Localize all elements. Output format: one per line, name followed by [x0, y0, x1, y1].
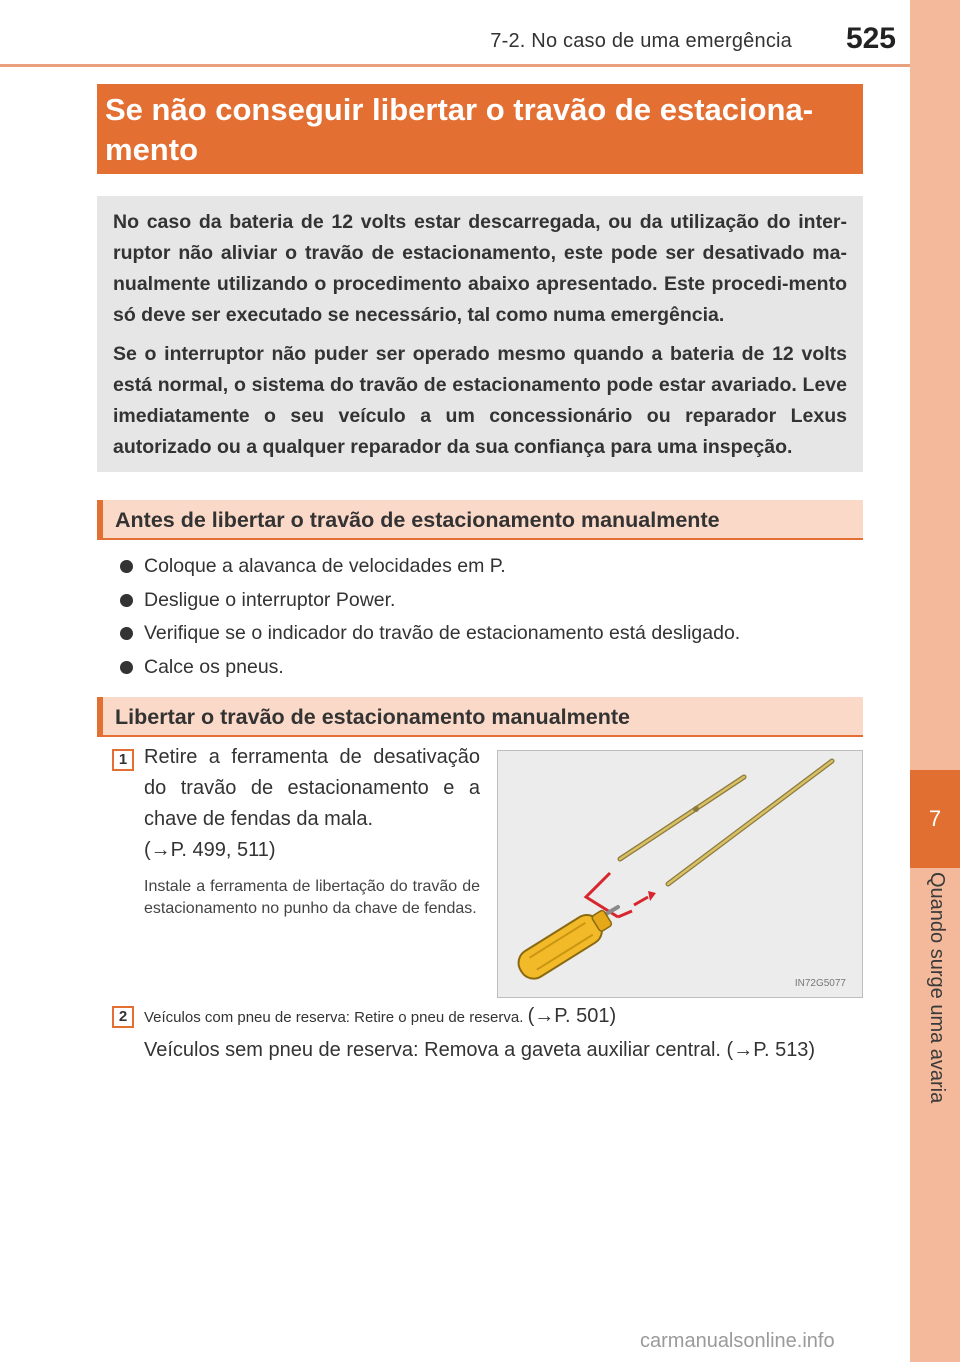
header-rule	[0, 64, 910, 67]
watermark: carmanualsonline.info	[640, 1330, 835, 1352]
bullet-icon	[120, 594, 133, 607]
bullet-icon	[120, 661, 133, 674]
step-2-line-1-reference: (→P. 501)	[527, 1005, 617, 1027]
list-item: Coloque a alavanca de velocidades em P.	[120, 550, 860, 584]
step-1-note: Instale a ferramenta de libertação do travão de estacionamento no punho da chave de fendas.	[144, 878, 480, 917]
section-heading-release: Libertar o travão de estacionamento manualmente	[97, 697, 863, 737]
page-number: 525	[845, 22, 896, 55]
tool-illustration	[497, 750, 863, 998]
chapter-side-tab	[910, 0, 960, 1362]
page-title-line1: Se não conseguir libertar o travão de estaciona-	[105, 92, 814, 127]
page-title	[97, 84, 863, 174]
figure-code: IN72G5077	[794, 978, 846, 989]
bullet-icon	[120, 560, 133, 573]
bullet-list	[120, 550, 860, 684]
section-heading-before: Antes de libertar o travão de estacionamento manualmente	[97, 500, 863, 540]
list-item: Calce os pneus.	[120, 651, 860, 685]
bullet-icon	[120, 627, 133, 640]
screwdriver-and-tool-icon	[498, 751, 862, 997]
step-2-line-1-text: Veículos com pneu de reserva: Retire o pneu de reserva.	[144, 1009, 524, 1026]
note-paragraph-1: No caso da bateria de 12 volts estar descarregada, ou da utilização do inter-ruptor não aliviar o travão de estacionamento, este pode ser desativado ma-nualmente utilizando o procedimento abaixo apresentado. Este procedi-mento só deve ser executado se necessário, tal como numa emergência.	[113, 211, 847, 326]
list-item: Desligue o interruptor Power.	[120, 584, 860, 618]
step-1-instruction: Retire a ferramenta de desativação do travão de estacionamento e a chave de fendas da mala.	[144, 746, 480, 830]
info-note-box	[97, 196, 863, 472]
list-item: Verifique se o indicador do travão de estacionamento está desligado.	[120, 617, 860, 651]
step-2-badge: 2	[112, 1006, 134, 1028]
chapter-label: Quando surge uma avaria	[926, 872, 948, 1104]
step-1-text	[144, 742, 480, 866]
step-1-badge: 1	[112, 749, 134, 771]
step-2-line-2: Veículos sem pneu de reserva: Remova a gaveta auxiliar central. (→P. 513)	[144, 1039, 816, 1061]
note-paragraph-2: Se o interruptor não puder ser operado mesmo quando a bateria de 12 volts está normal, o sistema do travão de estacionamento pode estar avariado. Leve imediatamente o seu veículo a um concessionário ou reparador Lexus autorizado ou a qualquer reparador da sua confiança para uma inspeção.	[113, 343, 847, 458]
chapter-number: 7	[910, 770, 960, 868]
page-title-line2: mento	[105, 132, 198, 167]
section-title: 7-2. No caso de uma emergência	[490, 30, 792, 52]
step-1-reference: (→P. 499, 511)	[144, 839, 276, 861]
step-2-line-1	[144, 1005, 864, 1028]
